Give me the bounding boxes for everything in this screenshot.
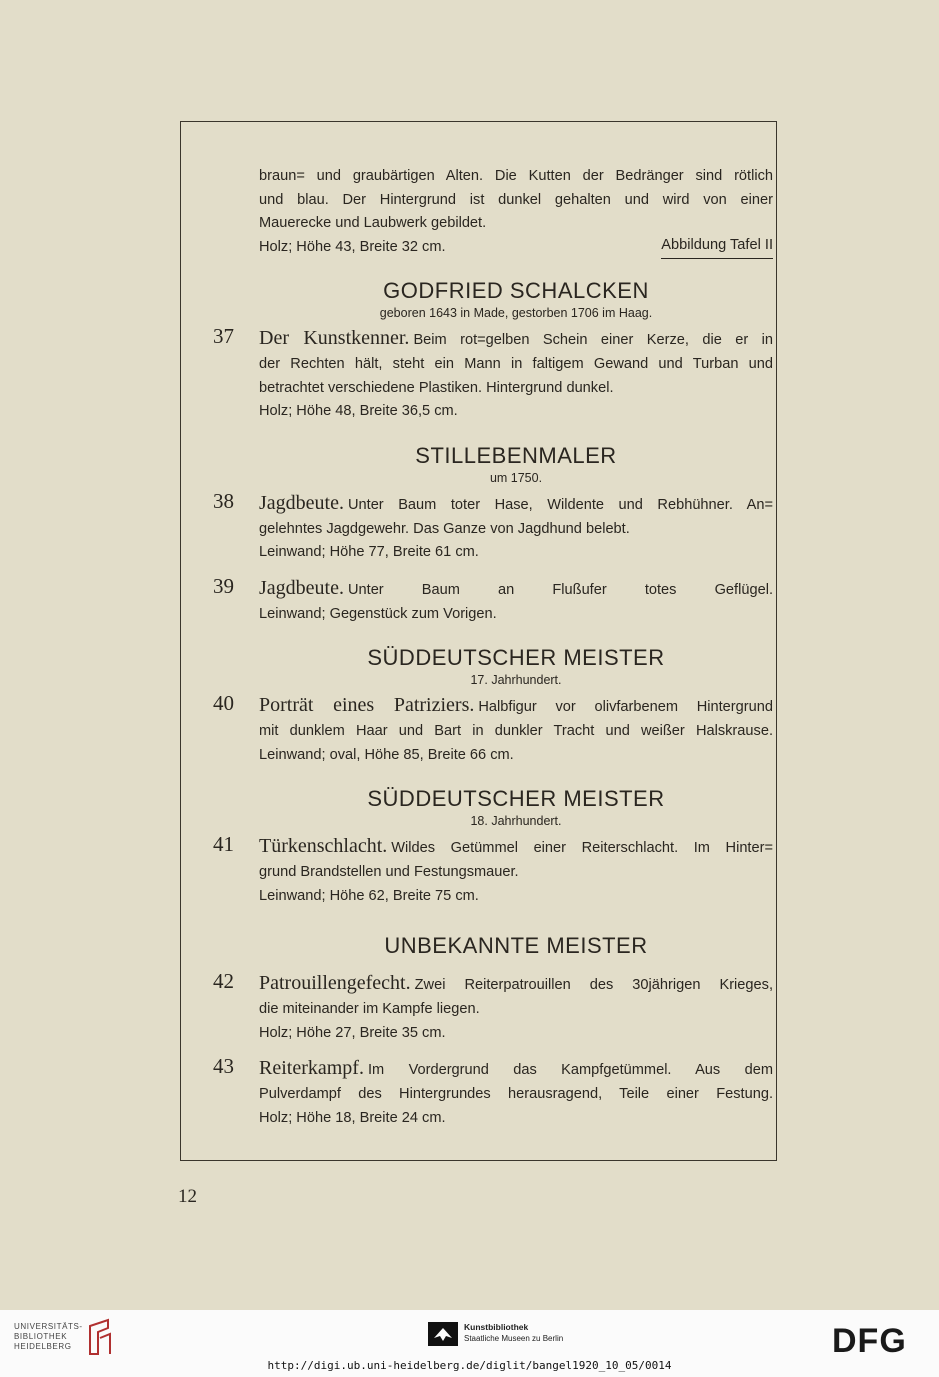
entry-line: Holz; Höhe 48, Breite 36,5 cm.: [259, 403, 458, 419]
entry-number: 41: [213, 832, 234, 856]
entry-number: 40: [213, 691, 234, 715]
entry-first-line: Wildes Getümmel einer Reiterschlacht. Im Hinter=: [391, 840, 773, 856]
kb-sub: Staatliche Museen zu Berlin: [464, 1334, 564, 1343]
entry-line: Leinwand; Höhe 77, Breite 61 cm.: [259, 544, 479, 560]
catalog-entry: [213, 1054, 773, 1130]
entry-line: Holz; Höhe 27, Breite 35 cm.: [259, 1024, 446, 1041]
ub-heidelberg-logo: UNIVERSITÄTS- BIBLIOTHEK HEIDELBERG: [14, 1322, 83, 1351]
entry-first-line: Zwei Reiterpatrouillen des 30jährigen Krieges,: [414, 977, 773, 993]
entry-first-line: Unter Baum toter Hase, Wildente und Rebhühner. An=: [347, 496, 773, 513]
entry-first-line: Unter Baum an Flußufer totes Geflügel.: [347, 581, 773, 598]
entry-line: Leinwand; Gegenstück zum Vorigen.: [259, 605, 497, 622]
entry-line: gelehntes Jagdgewehr. Das Ganze von Jagdhund belebt.: [259, 520, 630, 537]
entry-title: Reiterkampf.: [259, 1057, 364, 1079]
catalog-entry: [213, 691, 773, 767]
section-heading: UNBEKANNTE MEISTER: [384, 933, 648, 958]
catalog-entry: [213, 573, 773, 627]
top-line-2: und blau. Der Hintergrund ist dunkel gehalten und wird von einer: [259, 191, 773, 208]
dimensions: Holz; Höhe 43, Breite 32 cm.: [259, 238, 446, 255]
catalog-text: [213, 165, 773, 1130]
entry-number: 43: [213, 1054, 234, 1078]
catalog-entry: [213, 969, 773, 1045]
entry-line: grund Brandstellen und Festungsmauer.: [259, 864, 519, 880]
sections-container: [213, 277, 773, 1130]
entry-number: 38: [213, 488, 234, 513]
entry-title: Jagdbeute.: [259, 491, 344, 514]
catalog-entry: [213, 832, 773, 908]
entry-line: Holz; Höhe 18, Breite 24 cm.: [259, 1109, 446, 1126]
section-heading: GODFRIED SCHALCKEN: [383, 278, 649, 303]
entry-line: der Rechten hält, steht ein Mann in faltigem Gewand und Turban und: [259, 356, 773, 372]
section-heading: SÜDDEUTSCHER MEISTER: [367, 786, 665, 811]
entry-first-line: Halbfigur vor olivfarbenem Hintergrund: [478, 699, 773, 715]
catalog-entry: [213, 488, 773, 565]
entry-title: Türkenschlacht.: [259, 835, 388, 857]
entry-title: Jagdbeute.: [259, 576, 344, 599]
page-number: 12: [178, 1186, 197, 1207]
entry-line: betrachtet verschiedene Plastiken. Hintergrund dunkel.: [259, 379, 614, 396]
section-subheading: um 1750.: [489, 470, 543, 485]
section-subheading: 18. Jahrhundert.: [470, 814, 562, 828]
entry-number: 42: [213, 969, 234, 993]
top-line-1: braun= und graubärtigen Alten. Die Kutten der Bedränger sind rötlich: [259, 168, 773, 184]
kb-name: Kunstbibliothek: [464, 1322, 529, 1332]
ub-mark-icon: [86, 1318, 114, 1356]
top-line-4: [259, 236, 773, 260]
entry-title: Porträt eines Patriziers.: [259, 694, 475, 716]
eagle-icon: [428, 1322, 458, 1346]
entry-first-line: Beim rot=gelben Schein einer Kerze, die er in: [413, 332, 773, 348]
entry-line: Leinwand; Höhe 62, Breite 75 cm.: [259, 887, 479, 904]
entry-line: mit dunklem Haar und Bart in dunkler Tracht und weißer Halskrause.: [259, 723, 773, 739]
entry-title: Patrouillengefecht.: [259, 972, 411, 994]
entry-number: 37: [213, 324, 234, 348]
entry-title: Der Kunstkenner.: [259, 327, 410, 349]
top-line-3: Mauerecke und Laubwerk gebildet.: [259, 215, 487, 231]
section-subheading: geboren 1643 in Made, gestorben 1706 im Haag.: [379, 306, 653, 320]
source-url[interactable]: http://digi.ub.uni-heidelberg.de/diglit/bangel1920_10_05/0014: [267, 1359, 672, 1372]
entry-number: 39: [213, 573, 234, 598]
section-subheading: 17. Jahrhundert.: [470, 673, 562, 687]
kunstbibliothek-logo: [428, 1322, 563, 1346]
entry-first-line: Im Vordergrund das Kampfgetümmel. Aus dem: [367, 1062, 773, 1078]
plate-reference: Abbildung Tafel II: [661, 236, 773, 260]
catalog-entry: [213, 324, 773, 424]
section-heading: STILLEBENMALER: [415, 442, 617, 468]
entry-line: Pulverdampf des Hintergrundes herausragend, Teile einer Festung.: [259, 1086, 773, 1102]
section-heading: SÜDDEUTSCHER MEISTER: [367, 645, 665, 670]
entry-line: die miteinander im Kampfe liegen.: [259, 1001, 480, 1017]
entry-line: Leinwand; oval, Höhe 85, Breite 66 cm.: [259, 746, 514, 763]
dfg-logo: DFG: [832, 1322, 907, 1360]
